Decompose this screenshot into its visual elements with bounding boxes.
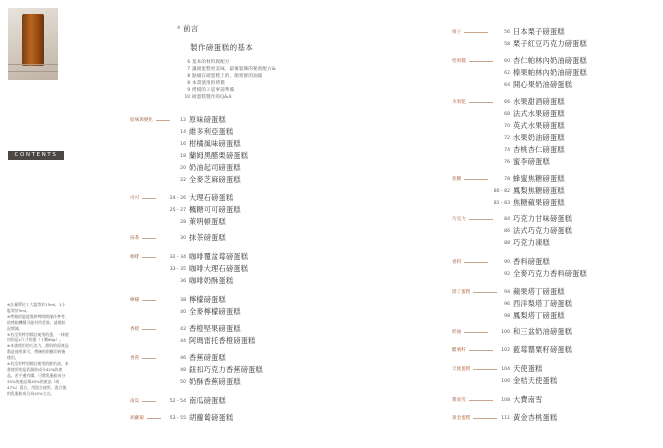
entry-title: 咖啡大理石磅蛋糕: [189, 264, 249, 273]
toc-entry[interactable]: [492, 157, 550, 167]
entry-title: 和三盆奶油磅蛋糕: [513, 327, 573, 336]
toc-entry[interactable]: [492, 257, 550, 267]
category-rule: [147, 418, 161, 419]
toc-entry[interactable]: [492, 226, 572, 236]
category-label: [130, 253, 156, 261]
toc-entry[interactable]: [160, 336, 256, 346]
entry-title: 栗子紅豆巧克力磅蛋糕: [513, 39, 587, 48]
entry-title: 點綴在磅蛋糕上的，顏密鮮的油霜: [192, 73, 263, 79]
category-name: 堅果醬: [452, 59, 466, 64]
toc-entry[interactable]: [492, 97, 565, 107]
category-rule: [464, 332, 488, 333]
entry-title: 榛果帕林內奶油磅蛋糕: [513, 68, 587, 77]
category-rule: [142, 300, 156, 301]
page-number: 6: [187, 59, 190, 64]
page-number: 58: [504, 41, 510, 47]
toc-entry[interactable]: [160, 377, 241, 387]
page-number: 32・34: [169, 255, 186, 260]
category-name: 香蕉: [130, 356, 140, 361]
toc-entry[interactable]: [492, 109, 565, 119]
category-label: [452, 328, 488, 336]
cover-photo-pound-cake: [8, 8, 58, 80]
toc-entry[interactable]: [492, 145, 565, 155]
page-number: 12: [180, 117, 186, 123]
entry-title: 柑橘風味磅蛋糕: [189, 139, 241, 148]
page-number: 4: [177, 25, 180, 31]
entry-title: 蜜李磅蛋糕: [513, 157, 550, 166]
entry-title: 香料磅蛋糕: [513, 257, 550, 266]
entry-title: 檸檬磅蛋糕: [189, 295, 226, 304]
entry-title: 法式水果磅蛋糕: [513, 109, 565, 118]
page-number: 36: [180, 278, 186, 284]
page-number: 66: [504, 99, 510, 105]
entry-title: 鳳梨塔丁磅蛋糕: [513, 311, 565, 320]
entry-title: 胡蘿蔔磅蛋糕: [189, 413, 234, 422]
page-number: 106: [501, 378, 510, 384]
category-label: [452, 215, 493, 223]
category-name: 天使蛋糕: [452, 367, 471, 372]
page-number: 44: [180, 338, 186, 344]
toc-entry[interactable]: [160, 413, 233, 423]
entry-title: 焦糖蘋果磅蛋糕: [513, 198, 565, 207]
entry-title: 蜂蜜焦糖磅蛋糕: [513, 174, 565, 183]
category-rule: [142, 329, 156, 330]
page-number: 111: [501, 415, 510, 421]
page-number: 46: [180, 355, 186, 361]
entry-title: 法式巧克力磅蛋糕: [513, 226, 573, 235]
category-rule: [464, 32, 488, 33]
toc-entry[interactable]: [492, 287, 565, 297]
toc-entry[interactable]: [492, 345, 572, 355]
toc-entry[interactable]: [160, 193, 233, 203]
category-rule: [464, 179, 488, 180]
toc-entry[interactable]: [160, 264, 248, 274]
category-label: [452, 258, 488, 266]
toc-entry[interactable]: [492, 327, 572, 337]
category-name: 胡蘿蔔: [130, 416, 144, 421]
toc-column-middle: [130, 0, 290, 448]
toc-entry[interactable]: [492, 80, 572, 90]
category-label: [130, 325, 156, 333]
page-number: 98: [504, 313, 510, 319]
page-number: 74: [504, 147, 510, 153]
toc-entry[interactable]: [160, 217, 226, 227]
entry-title: 全麥芝麻磅蛋糕: [189, 175, 241, 184]
entry-title: 開心果奶油磅蛋糕: [513, 80, 573, 89]
page-number: 72: [504, 135, 510, 141]
entry-title: 咖啡覆盆莓磅蛋糕: [189, 252, 249, 261]
entry-title: 蘋果塔丁磅蛋糕: [513, 287, 565, 296]
page-number: 108: [501, 397, 510, 403]
category-name: 奶油: [452, 330, 462, 335]
entry-title: 天使蛋糕: [513, 364, 543, 373]
toc-entry[interactable]: [492, 269, 587, 279]
entry-title: 鈕扣巧克力香蕉磅蛋糕: [189, 365, 263, 374]
page-number: 25・27: [169, 208, 186, 213]
toc-entry[interactable]: [492, 27, 565, 37]
toc-entry[interactable]: [492, 174, 565, 184]
category-name: 費南雪: [452, 398, 466, 403]
page-number: 96: [504, 301, 510, 307]
page-number: 48: [180, 367, 186, 373]
page-number: 81・83: [493, 201, 510, 206]
category-name: 水果乾: [452, 100, 466, 105]
page-number: 40: [180, 309, 186, 315]
entry-title: 原味磅蛋糕: [189, 115, 226, 124]
page-number: 90: [504, 259, 510, 265]
page-number: 68: [504, 111, 510, 117]
category-rule: [142, 401, 156, 402]
toc-entry[interactable]: [160, 307, 241, 317]
toc-entry[interactable]: [160, 151, 248, 161]
category-label: [130, 296, 156, 304]
entry-title: 南瓜磅蛋糕: [189, 396, 226, 405]
entry-title: 讓磅蛋糕更美味，最後裝飾的秘密配方&: [192, 66, 277, 72]
entry-title: 全麥巧克力香料磅蛋糕: [513, 269, 587, 278]
page-number: 84: [504, 216, 510, 222]
category-name: 香料: [452, 260, 462, 265]
page-number: 92: [504, 271, 510, 277]
category-rule: [469, 61, 493, 62]
category-label: [452, 98, 493, 106]
entry-title: 大理石磅蛋糕: [189, 193, 234, 202]
toc-entry[interactable]: [492, 364, 543, 374]
category-rule: [142, 358, 156, 359]
entry-title: 黃金杏桃蛋糕: [513, 413, 558, 422]
toc-entry[interactable]: [492, 39, 587, 49]
category-name: 塔丁蛋糕: [452, 290, 471, 295]
toc-entry[interactable]: [492, 198, 565, 208]
toc-entry[interactable]: [492, 299, 572, 309]
page-number: 60: [504, 58, 510, 64]
page-number: 76: [504, 159, 510, 165]
category-name: 醋栗籽: [452, 348, 466, 353]
page-number: 33・35: [169, 267, 186, 272]
category-label: [130, 414, 161, 422]
toc-entry[interactable]: [160, 139, 241, 149]
entry-title: 萊明頓蛋糕: [189, 217, 226, 226]
category-label: [452, 288, 497, 296]
entry-title: 前言: [183, 23, 199, 33]
entry-title: 全麥檸檬磅蛋糕: [189, 307, 241, 316]
toc-column-right: [452, 0, 652, 448]
toc-entry[interactable]: [492, 214, 572, 224]
toc-entry[interactable]: [492, 413, 557, 423]
category-label: [130, 194, 156, 202]
measurement-notes: ※計量單位１大匙等於15ml，1小匙等於5ml。 ※烤箱的溫度與烘烤時間僅作參考，依烤箱機種可能有所差異，請視狀況增減。 ※若沒有特別標註使用的蛋，一律使用的是L尺寸的蛋（１顆60g）。 ※本書使用的巧克力、甜奶的原產品都是使用即可，傳統的則應切碎後使用。 ※若沒有特別標註使用的鮮奶油，本書使用的是乳脂肪成分42%的產品。若手邊有購，可將乳脂肪成分35%的產品與45%的產品（或47%）混合，用混合使用，混合後的乳脂肪成分為42%左右。: [7, 302, 69, 396]
page-number: 53・55: [169, 416, 186, 421]
page-number: 18: [180, 153, 186, 159]
cooling-rack-illustration: [8, 64, 58, 72]
toc-entry[interactable]: [160, 295, 226, 305]
category-label: [452, 57, 493, 65]
toc-entry[interactable]: [160, 233, 226, 243]
entry-title: 金桔天使蛋糕: [513, 376, 558, 385]
entry-title: 奶酥香蕉磅蛋糕: [189, 377, 241, 386]
entry-title: 香橙堅果磅蛋糕: [189, 324, 241, 333]
page-number: 22: [180, 177, 186, 183]
entry-title: 磅蛋糕製作的Q&A: [192, 94, 232, 100]
page-number: 56: [504, 29, 510, 35]
category-label: [130, 354, 156, 362]
category-name: 焦糖: [452, 177, 462, 182]
category-label: [452, 365, 497, 373]
page-number: 20: [180, 165, 186, 171]
category-rule: [469, 350, 493, 351]
toc-entry[interactable]: [492, 311, 565, 321]
category-rule: [469, 102, 493, 103]
toc-entry[interactable]: [160, 127, 233, 137]
page-number: 10: [184, 94, 190, 99]
category-name: 黃金蛋糕: [452, 416, 471, 421]
entry-title: 大費南雪: [513, 395, 543, 404]
page-number: 80・82: [493, 189, 510, 194]
page-number: 62: [504, 70, 510, 76]
category-name: 南瓜: [130, 399, 140, 404]
category-name: 巧克力: [452, 217, 466, 222]
category-rule: [469, 400, 493, 401]
entry-title: 奶油起司磅蛋糕: [189, 163, 241, 172]
entry-title: 本書使用的烤模: [192, 80, 225, 86]
entry-title: 水果奶油磅蛋糕: [513, 133, 565, 142]
contents-label: CONTENTS: [8, 151, 64, 160]
entry-title: 杏桃杏仁磅蛋糕: [513, 145, 565, 154]
page-number: 14: [180, 129, 186, 135]
category-label: [452, 414, 497, 422]
category-rule: [469, 219, 493, 220]
page-number: 104: [501, 366, 510, 372]
category-rule: [142, 257, 156, 258]
page-number: 94: [504, 289, 510, 295]
entry-title: 水果甜酒磅蛋糕: [513, 97, 565, 106]
entry-title: 杏仁帕林內奶油磅蛋糕: [513, 56, 587, 65]
entry-title: 巧克力凍糕: [513, 238, 550, 247]
toc-entry[interactable]: [492, 395, 543, 405]
page-number: 100: [501, 329, 510, 335]
toc-entry[interactable]: [160, 175, 241, 185]
entry-title: 抹茶磅蛋糕: [189, 233, 226, 242]
entry-title: 英式水果磅蛋糕: [513, 121, 565, 130]
page-number: 52・54: [169, 399, 186, 404]
category-name: 檸檬: [130, 298, 140, 303]
page-number: 78: [504, 176, 510, 182]
category-rule: [142, 238, 156, 239]
category-rule: [142, 198, 156, 199]
toc-entry[interactable]: [492, 68, 587, 78]
basics-heading: 製作磅蛋糕的基本: [190, 43, 254, 52]
category-name: 原味與變化: [130, 118, 153, 123]
toc-entry[interactable]: [492, 376, 557, 386]
toc-entry[interactable]: [160, 205, 241, 215]
page-number: 38: [180, 297, 186, 303]
entry-title: 藍莓罌粟籽磅蛋糕: [513, 345, 573, 354]
page-number: 64: [504, 82, 510, 88]
entry-title: 基本的材料與配方: [192, 59, 230, 65]
page-number: 102: [501, 347, 510, 353]
category-rule: [464, 262, 488, 263]
page-number: 70: [504, 123, 510, 129]
category-name: 抹茶: [130, 236, 140, 241]
toc-entry[interactable]: [492, 56, 587, 66]
toc-entry[interactable]: [160, 324, 241, 334]
page-number: 7: [187, 66, 190, 71]
page-number: 24・26: [169, 196, 186, 201]
page-number: 28: [180, 219, 186, 225]
toc-entry[interactable]: [492, 121, 565, 131]
page-number: 16: [180, 141, 186, 147]
toc-entry[interactable]: [492, 133, 565, 143]
category-name: 咖啡: [130, 255, 140, 260]
entry-title: 香蕉磅蛋糕: [189, 353, 226, 362]
entry-title: 鳳梨焦糖磅蛋糕: [513, 186, 565, 195]
category-label: [452, 396, 493, 404]
toc-entry[interactable]: [160, 365, 263, 375]
category-label: [452, 28, 488, 36]
page-number: 9: [187, 87, 190, 92]
toc-entry[interactable]: [160, 115, 226, 125]
page-number: 88: [504, 240, 510, 246]
page-number: 42: [180, 326, 186, 332]
category-label: [130, 397, 156, 405]
page-number: 8: [187, 80, 190, 85]
category-name: 栗子: [452, 30, 462, 35]
toc-entry[interactable]: [492, 186, 565, 196]
page-number: 30: [180, 235, 186, 241]
category-label: [130, 234, 156, 242]
entry-title: 維多利亞蛋糕: [189, 127, 234, 136]
entry-title: 日本栗子磅蛋糕: [513, 27, 565, 36]
toc-entry[interactable]: [160, 163, 241, 173]
category-label: [452, 346, 493, 354]
category-name: 香橙: [130, 327, 140, 332]
entry-title: 楓糖可可磅蛋糕: [189, 205, 241, 214]
category-name: 可可: [130, 196, 140, 201]
pound-cake-illustration: [22, 14, 44, 66]
page-number: 8: [187, 73, 190, 78]
toc-entry[interactable]: [160, 396, 226, 406]
page-number: 50: [180, 379, 186, 385]
toc-entry[interactable]: [492, 238, 550, 248]
entry-title: 咖啡奶酥蛋糕: [189, 276, 234, 285]
entry-title: 烤模的２道事前準備: [192, 87, 235, 93]
page-number: 86: [504, 228, 510, 234]
entry-title: 蘭姆黑醋栗磅蛋糕: [189, 151, 249, 160]
entry-title: 西洋梨塔丁磅蛋糕: [513, 299, 573, 308]
entry-title: 阿瑪雷托香橙磅蛋糕: [189, 336, 256, 345]
toc-entry[interactable]: [160, 252, 248, 262]
toc-entry[interactable]: [160, 276, 233, 286]
category-label: [452, 175, 488, 183]
toc-entry[interactable]: [160, 353, 226, 363]
entry-title: 巧克力甘味磅蛋糕: [513, 214, 573, 223]
